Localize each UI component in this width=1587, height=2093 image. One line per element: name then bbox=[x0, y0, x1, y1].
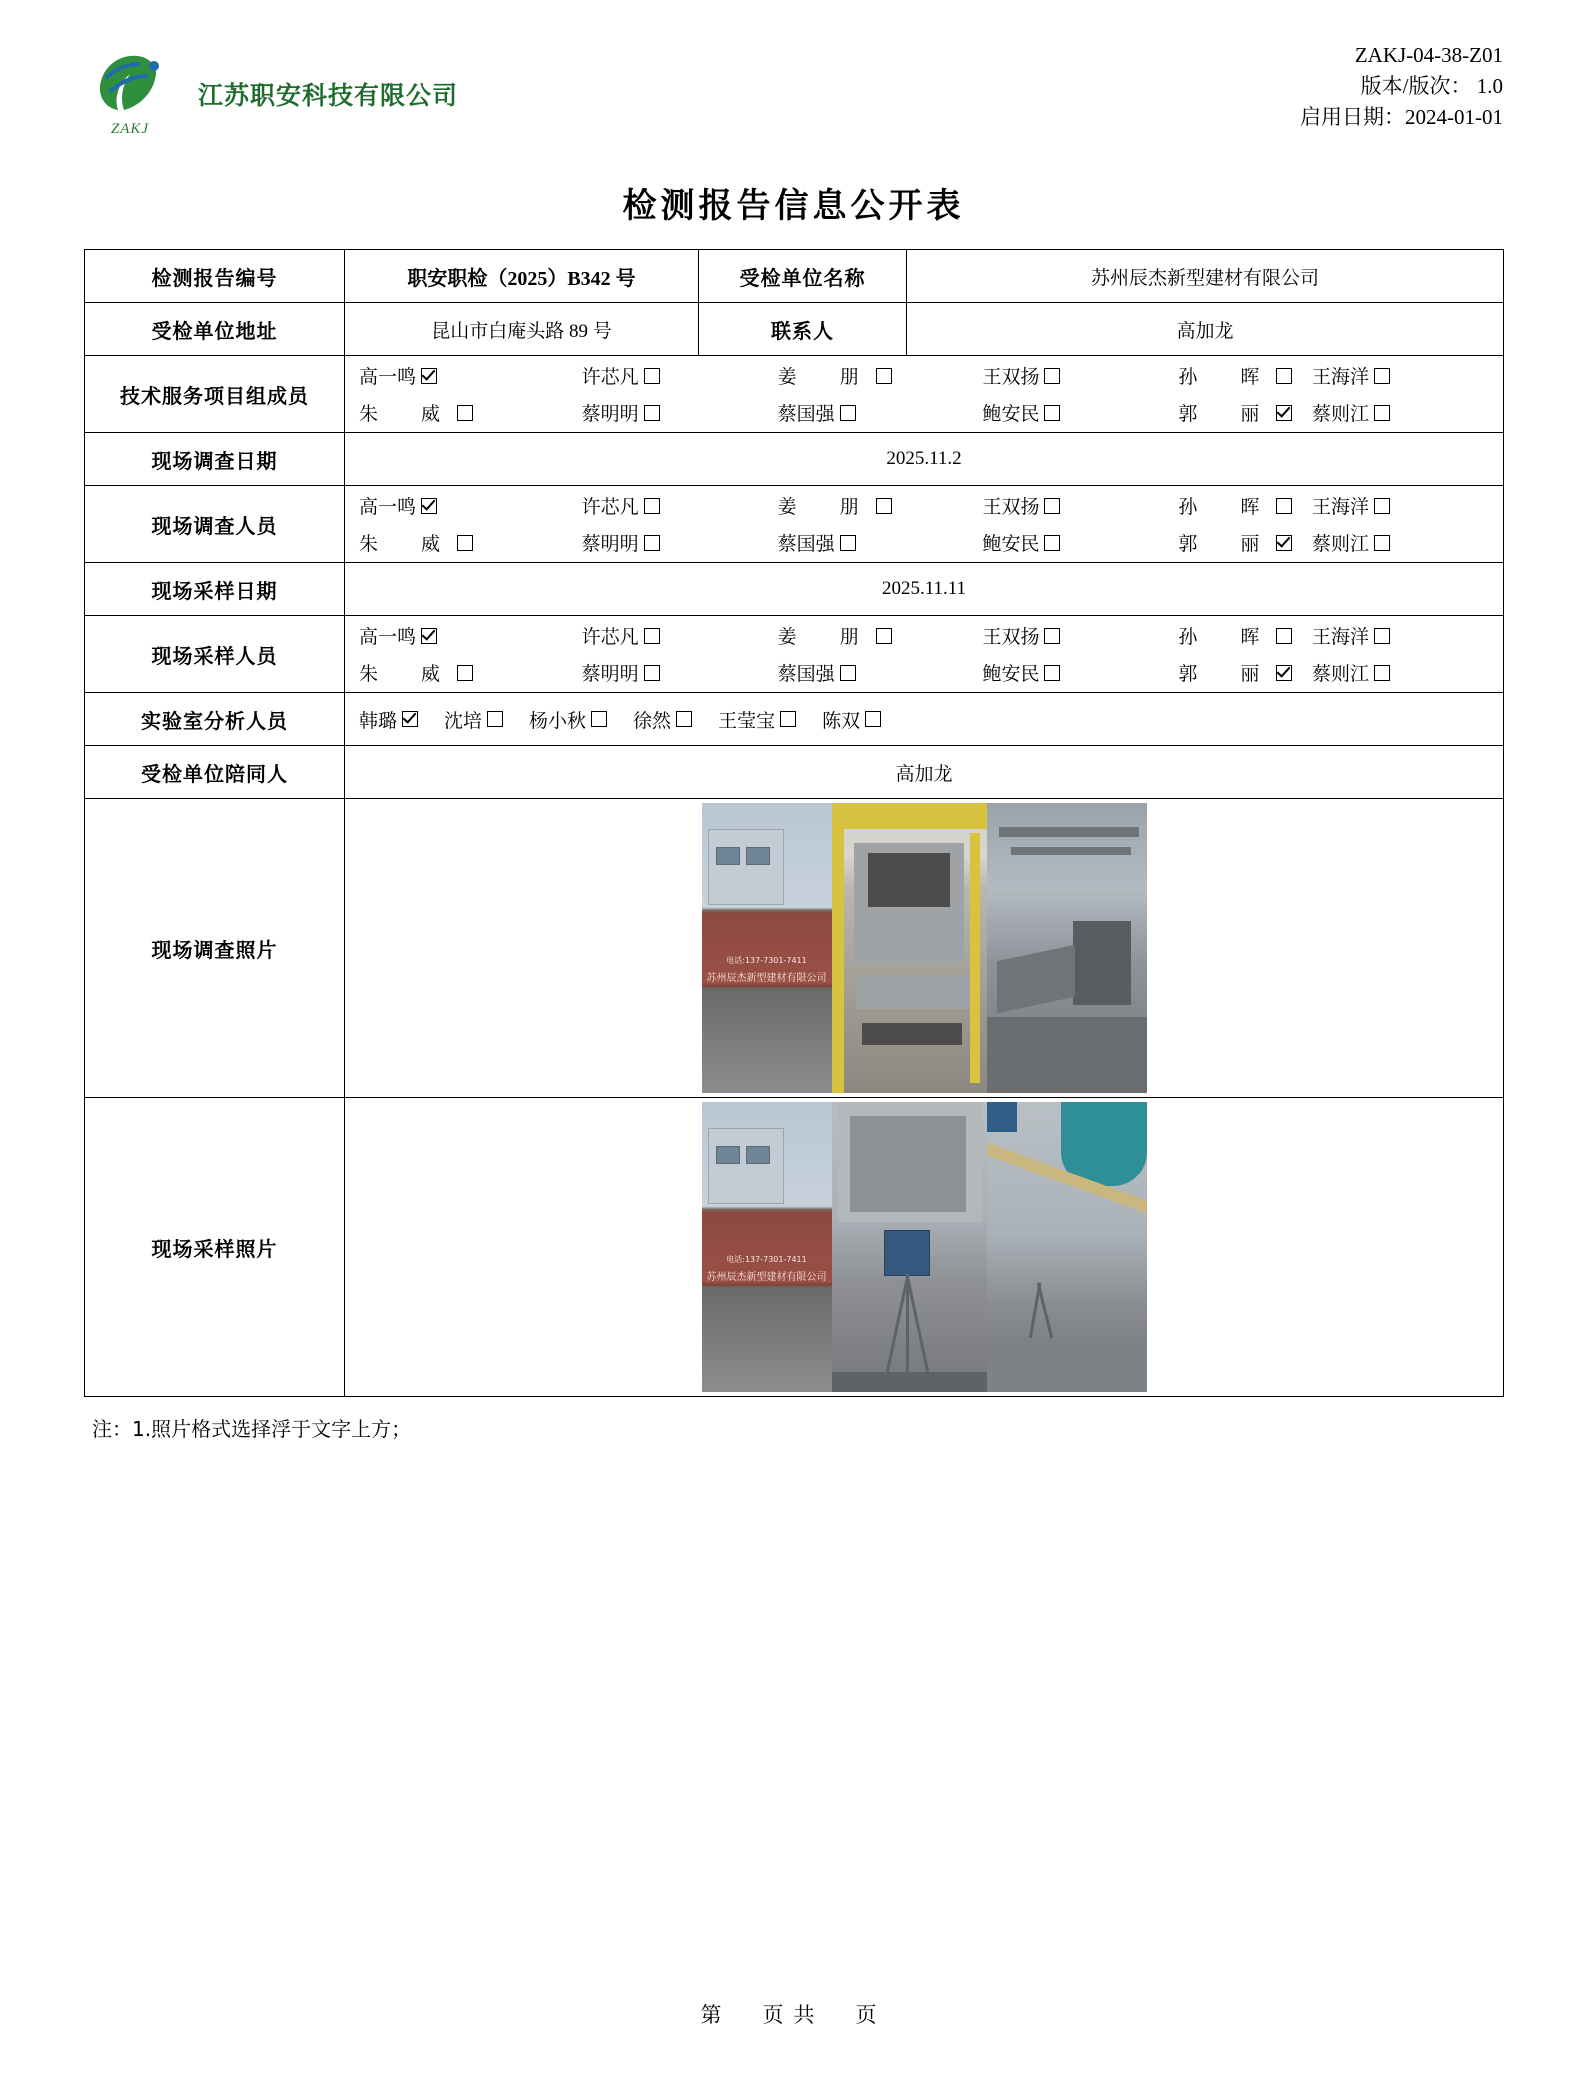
checkbox-checked-icon[interactable] bbox=[421, 628, 437, 644]
person-checkbox[interactable] bbox=[1312, 399, 1499, 426]
person-name: 孙 晖 bbox=[1178, 497, 1272, 518]
person-checkbox[interactable] bbox=[1178, 492, 1312, 519]
person-checkbox[interactable] bbox=[1178, 399, 1312, 426]
person-checkbox[interactable] bbox=[1178, 622, 1312, 649]
person-name: 鲍安民 bbox=[982, 534, 1040, 555]
person-checkbox[interactable] bbox=[982, 362, 1178, 389]
person-name: 蔡则江 bbox=[1311, 664, 1369, 685]
person-checkbox[interactable] bbox=[359, 529, 582, 556]
person-name: 王双扬 bbox=[982, 497, 1040, 518]
person-checkbox[interactable] bbox=[582, 399, 778, 426]
person-checkbox[interactable] bbox=[582, 529, 778, 556]
survey-staff-label: 现场调查人员 bbox=[85, 486, 345, 563]
checkbox-icon[interactable] bbox=[644, 368, 660, 384]
checkbox-icon[interactable] bbox=[840, 665, 856, 681]
survey-staff-cell bbox=[345, 486, 1504, 563]
escort-value: 高加龙 bbox=[345, 746, 1504, 799]
sampling-photo-label: 现场采样照片 bbox=[85, 1098, 345, 1397]
checkbox-icon[interactable] bbox=[457, 665, 473, 681]
client-label: 受检单位名称 bbox=[699, 250, 907, 303]
person-checkbox[interactable] bbox=[1312, 492, 1499, 519]
table-row bbox=[85, 303, 1504, 356]
sampling-date-label: 现场采样日期 bbox=[85, 563, 345, 616]
table-row bbox=[85, 616, 1504, 693]
checkbox-icon[interactable] bbox=[644, 405, 660, 421]
table-row bbox=[85, 693, 1504, 746]
checkbox-icon[interactable] bbox=[865, 711, 881, 727]
checkbox-icon[interactable] bbox=[676, 711, 692, 727]
person-checkbox[interactable] bbox=[359, 622, 582, 649]
person-name: 王海洋 bbox=[1311, 497, 1369, 518]
leaf-logo-icon bbox=[84, 48, 176, 126]
person-checkbox[interactable] bbox=[359, 706, 418, 733]
address-value: 昆山市白庵头路 89 号 bbox=[345, 303, 699, 356]
person-checkbox[interactable] bbox=[1178, 529, 1312, 556]
person-name: 孙 晖 bbox=[1178, 627, 1272, 648]
person-name: 许芯凡 bbox=[581, 627, 639, 648]
survey-photo-strip bbox=[351, 803, 1497, 1093]
photo-company-caption: 苏州辰杰新型建材有限公司 bbox=[706, 1272, 827, 1283]
person-name: 朱 威 bbox=[359, 404, 453, 425]
person-checkbox[interactable] bbox=[778, 529, 983, 556]
person-name: 蔡明明 bbox=[581, 534, 639, 555]
survey-date-value: 2025.11.2 bbox=[345, 433, 1504, 486]
checkbox-checked-icon[interactable] bbox=[1276, 665, 1292, 681]
address-label: 受检单位地址 bbox=[85, 303, 345, 356]
photo-factory-gate bbox=[702, 1102, 832, 1392]
checkbox-icon[interactable] bbox=[1276, 368, 1292, 384]
table-row bbox=[85, 1098, 1504, 1397]
person-checkbox[interactable] bbox=[582, 659, 778, 686]
checkbox-icon[interactable] bbox=[1044, 498, 1060, 514]
table-row bbox=[85, 799, 1504, 1098]
checkbox-icon[interactable] bbox=[487, 711, 503, 727]
person-checkbox[interactable] bbox=[778, 659, 983, 686]
person-name: 许芯凡 bbox=[581, 367, 639, 388]
checkbox-icon[interactable] bbox=[1374, 368, 1390, 384]
photo-phone-caption: 电话:137-7301-7411 bbox=[726, 956, 807, 965]
person-checkbox[interactable] bbox=[444, 706, 503, 733]
person-checkbox[interactable] bbox=[582, 362, 778, 389]
person-name: 高一鸣 bbox=[359, 497, 417, 518]
sampling-photo-cell bbox=[345, 1098, 1504, 1397]
header-meta bbox=[1300, 30, 1503, 133]
person-checkbox[interactable] bbox=[982, 659, 1178, 686]
survey-photo-cell bbox=[345, 799, 1504, 1098]
person-name: 杨小秋 bbox=[529, 710, 587, 732]
team-label: 技术服务项目组成员 bbox=[85, 356, 345, 433]
checkbox-icon[interactable] bbox=[876, 368, 892, 384]
checkbox-icon[interactable] bbox=[644, 535, 660, 551]
photo-plant-interior bbox=[987, 803, 1147, 1093]
checkbox-icon[interactable] bbox=[1276, 498, 1292, 514]
sampling-staff-cell bbox=[345, 616, 1504, 693]
person-checkbox[interactable] bbox=[822, 706, 881, 733]
checkbox-checked-icon[interactable] bbox=[421, 498, 437, 514]
photo-company-caption: 苏州辰杰新型建材有限公司 bbox=[706, 973, 827, 984]
report-no-value: 职安职检（2025）B342 号 bbox=[345, 250, 699, 303]
lab-staff-cell bbox=[345, 693, 1504, 746]
person-name: 王海洋 bbox=[1311, 367, 1369, 388]
person-name: 蔡国强 bbox=[777, 404, 835, 425]
page-title: 检测报告信息公开表 bbox=[622, 186, 965, 226]
team-members-cell bbox=[345, 356, 1504, 433]
person-name: 姜 朋 bbox=[777, 627, 871, 648]
contact-value: 高加龙 bbox=[907, 303, 1504, 356]
person-name: 陈双 bbox=[822, 710, 861, 732]
company-logo bbox=[84, 48, 176, 140]
checkbox-icon[interactable] bbox=[876, 628, 892, 644]
person-name: 朱 威 bbox=[359, 664, 453, 685]
checkbox-icon[interactable] bbox=[644, 628, 660, 644]
checkbox-icon[interactable] bbox=[1374, 665, 1390, 681]
person-checkbox[interactable] bbox=[778, 362, 983, 389]
person-name: 鲍安民 bbox=[982, 404, 1040, 425]
survey-photo-label: 现场调查照片 bbox=[85, 799, 345, 1098]
person-checkbox[interactable] bbox=[778, 492, 983, 519]
person-name: 许芯凡 bbox=[581, 497, 639, 518]
report-info-table bbox=[84, 249, 1504, 1397]
person-checkbox[interactable] bbox=[718, 706, 796, 733]
sampling-staff-grid bbox=[345, 616, 1503, 692]
photo-production-machine bbox=[832, 803, 987, 1093]
person-checkbox[interactable] bbox=[1312, 362, 1499, 389]
person-name: 郭 丽 bbox=[1178, 664, 1272, 685]
sampling-photo-strip bbox=[351, 1102, 1497, 1392]
person-checkbox[interactable] bbox=[359, 399, 582, 426]
checkbox-icon[interactable] bbox=[840, 405, 856, 421]
person-name: 朱 威 bbox=[359, 534, 453, 555]
person-checkbox[interactable] bbox=[1312, 622, 1499, 649]
person-checkbox[interactable] bbox=[633, 706, 692, 733]
person-name: 高一鸣 bbox=[359, 627, 417, 648]
checkbox-icon[interactable] bbox=[1044, 665, 1060, 681]
person-name: 王莹宝 bbox=[718, 710, 776, 732]
person-checkbox[interactable] bbox=[359, 492, 582, 519]
checkbox-icon[interactable] bbox=[457, 405, 473, 421]
photo-sampler-tripod bbox=[832, 1102, 987, 1392]
person-name: 郭 丽 bbox=[1178, 404, 1272, 425]
checkbox-icon[interactable] bbox=[1044, 405, 1060, 421]
person-checkbox[interactable] bbox=[1312, 659, 1499, 686]
photo-factory-gate bbox=[702, 803, 832, 1093]
person-checkbox[interactable] bbox=[1178, 659, 1312, 686]
checkbox-icon[interactable] bbox=[1374, 628, 1390, 644]
doc-code: ZAKJ-04-38-Z01 bbox=[1354, 43, 1503, 67]
checkbox-icon[interactable] bbox=[876, 498, 892, 514]
person-checkbox[interactable] bbox=[1178, 362, 1312, 389]
checkbox-icon[interactable] bbox=[644, 498, 660, 514]
person-checkbox[interactable] bbox=[582, 622, 778, 649]
person-checkbox[interactable] bbox=[1312, 529, 1499, 556]
checkbox-icon[interactable] bbox=[1374, 405, 1390, 421]
header-brand bbox=[84, 30, 458, 140]
person-name: 高一鸣 bbox=[359, 367, 417, 388]
table-row bbox=[85, 433, 1504, 486]
survey-date-label: 现场调查日期 bbox=[85, 433, 345, 486]
person-name: 王海洋 bbox=[1311, 627, 1369, 648]
person-name: 姜 朋 bbox=[777, 497, 871, 518]
person-name: 蔡国强 bbox=[777, 664, 835, 685]
client-value: 苏州辰杰新型建材有限公司 bbox=[907, 250, 1504, 303]
person-name: 王双扬 bbox=[982, 367, 1040, 388]
checkbox-icon[interactable] bbox=[591, 711, 607, 727]
person-checkbox[interactable] bbox=[359, 362, 582, 389]
photo-silo-sampling bbox=[987, 1102, 1147, 1392]
doc-effective-date: 启用日期：2024-01-01 bbox=[1300, 105, 1503, 129]
lab-staff-list bbox=[345, 706, 1503, 733]
table-row bbox=[85, 486, 1504, 563]
team-members-grid bbox=[345, 356, 1503, 432]
checkbox-icon[interactable] bbox=[1044, 368, 1060, 384]
checkbox-icon[interactable] bbox=[1044, 535, 1060, 551]
person-checkbox[interactable] bbox=[778, 622, 983, 649]
page-number-footer: 第 页共 页 bbox=[700, 2003, 887, 2027]
person-name: 蔡则江 bbox=[1311, 534, 1369, 555]
person-name: 王双扬 bbox=[982, 627, 1040, 648]
doc-version: 版本/版次： 1.0 bbox=[1360, 74, 1503, 98]
checkbox-icon[interactable] bbox=[1374, 535, 1390, 551]
person-name: 蔡国强 bbox=[777, 534, 835, 555]
checkbox-icon[interactable] bbox=[1374, 498, 1390, 514]
logo-text: ZAKJ bbox=[110, 121, 150, 137]
person-checkbox[interactable] bbox=[982, 492, 1178, 519]
sampling-date-value: 2025.11.11 bbox=[345, 563, 1504, 616]
checkbox-checked-icon[interactable] bbox=[1276, 535, 1292, 551]
person-checkbox[interactable] bbox=[582, 492, 778, 519]
survey-staff-grid bbox=[345, 486, 1503, 562]
person-name: 蔡则江 bbox=[1311, 404, 1369, 425]
lab-staff-label: 实验室分析人员 bbox=[85, 693, 345, 746]
checkbox-icon[interactable] bbox=[1276, 628, 1292, 644]
person-name: 鲍安民 bbox=[982, 664, 1040, 685]
sampling-staff-label: 现场采样人员 bbox=[85, 616, 345, 693]
person-name: 蔡明明 bbox=[581, 664, 639, 685]
table-row bbox=[85, 563, 1504, 616]
checkbox-icon[interactable] bbox=[644, 665, 660, 681]
checkbox-icon[interactable] bbox=[1044, 628, 1060, 644]
footnote: 注：1.照片格式选择浮于文字上方； bbox=[92, 1417, 412, 1441]
checkbox-icon[interactable] bbox=[457, 535, 473, 551]
photo-phone-caption: 电话:137-7301-7411 bbox=[726, 1255, 807, 1264]
checkbox-icon[interactable] bbox=[780, 711, 796, 727]
contact-label: 联系人 bbox=[699, 303, 907, 356]
company-name: 江苏职安科技有限公司 bbox=[198, 81, 459, 110]
person-checkbox[interactable] bbox=[982, 622, 1178, 649]
checkbox-icon[interactable] bbox=[840, 535, 856, 551]
person-checkbox[interactable] bbox=[359, 659, 582, 686]
person-name: 蔡明明 bbox=[581, 404, 639, 425]
checkbox-checked-icon[interactable] bbox=[421, 368, 437, 384]
person-checkbox[interactable] bbox=[529, 706, 607, 733]
person-checkbox[interactable] bbox=[778, 399, 983, 426]
report-no-label: 检测报告编号 bbox=[85, 250, 345, 303]
person-checkbox[interactable] bbox=[982, 529, 1178, 556]
table-row bbox=[85, 746, 1504, 799]
person-name: 孙 晖 bbox=[1178, 367, 1272, 388]
person-checkbox[interactable] bbox=[982, 399, 1178, 426]
page-header bbox=[84, 30, 1503, 150]
person-name: 沈培 bbox=[444, 710, 483, 732]
person-name: 韩璐 bbox=[359, 710, 398, 732]
person-name: 郭 丽 bbox=[1178, 534, 1272, 555]
person-name: 徐然 bbox=[633, 710, 672, 732]
checkbox-checked-icon[interactable] bbox=[1276, 405, 1292, 421]
table-row bbox=[85, 250, 1504, 303]
person-name: 姜 朋 bbox=[777, 367, 871, 388]
checkbox-checked-icon[interactable] bbox=[402, 711, 418, 727]
table-row bbox=[85, 356, 1504, 433]
escort-label: 受检单位陪同人 bbox=[85, 746, 345, 799]
